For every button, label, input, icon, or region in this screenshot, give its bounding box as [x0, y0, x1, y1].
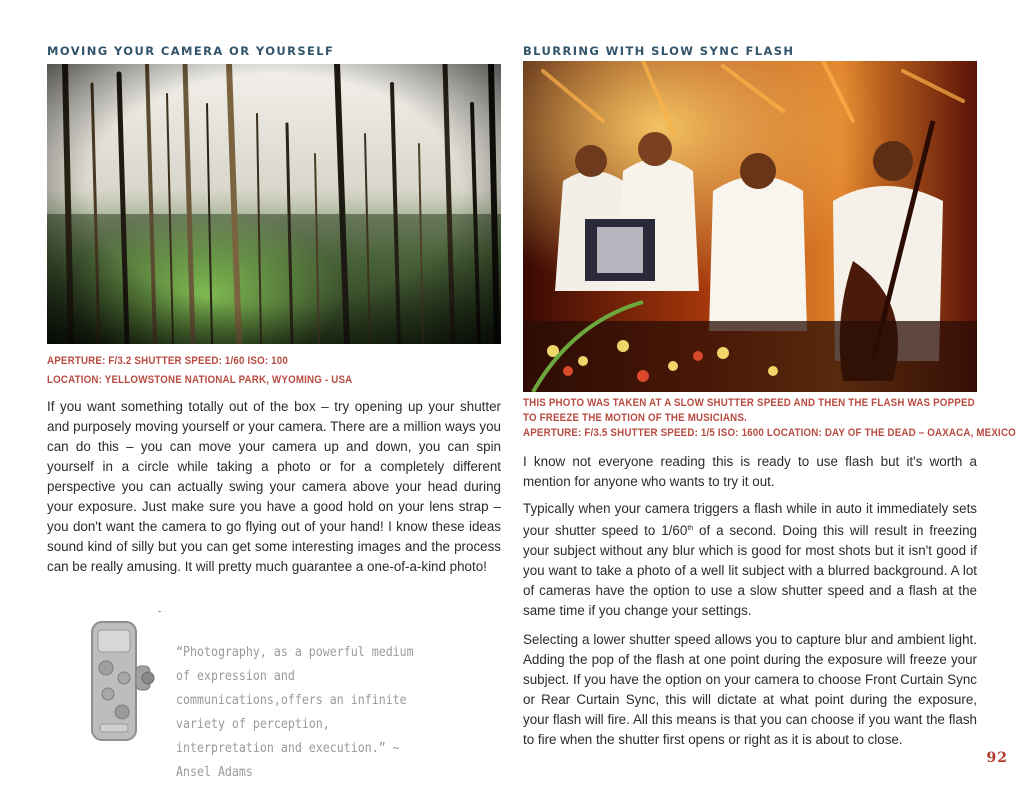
movie-camera-icon — [86, 616, 158, 744]
ordinal-suffix: th — [687, 525, 694, 532]
musicians-photo-icon — [523, 61, 977, 392]
left-section-heading: MOVING YOUR CAMERA OR YOURSELF — [47, 44, 335, 58]
forest-photo-icon — [47, 64, 501, 344]
page-number: 92 — [986, 750, 1008, 766]
left-body-paragraph: If you want something totally out of the box – try opening up your shutter and purposely moving yourself or your camera. There are a million ways you can do this – you can move your camera up and down, you can spin yourself in a circle while taking a photo or for a completely different perspective you can actually swing your camera above your head during your exposure. Just make sure you have a good hold on your lens strap – you don't want the camera to go flying out of your hand! I know these ideas sound kind of silly but you can get some interesting images and the process can be really amusing. It will pretty much guarantee a one-of-a-kind photo! — [47, 399, 501, 574]
ansel-adams-quote: “Photography, as a powerful medium of expression and communications,offers an infinite variety of perception, interpretation and execution.” ~ Ansel Adams — [176, 644, 414, 780]
right-paragraph-1: I know not everyone reading this is ready to use flash but it's worth a mention for anyone who wants to try it out. — [523, 454, 977, 489]
right-paragraph-2 — [523, 499, 977, 621]
musicians-photo — [523, 61, 977, 392]
divider-tick — [158, 611, 161, 612]
right-paragraph-2-end: of a second. Doing this will result in freezing your subject without any blur which is good for most shots but it isn't good if you want to take a photo of a well lit subject with a blurred background. A lot of cameras have the option to use a slow shutter speed and a flash at the same time if you change your settings. — [523, 523, 977, 618]
left-photo-caption-location: LOCATION: YELLOWSTONE NATIONAL PARK, WYOMING - USA — [47, 374, 353, 386]
right-paragraph-2-start: Typically when your camera triggers a flash while in auto it immediately sets your shutter speed to 1/60 — [523, 501, 977, 538]
right-photo-caption-line2: TO FREEZE THE MOTION OF THE MUSICIANS. — [523, 412, 747, 424]
forest-photo — [47, 64, 501, 344]
right-section-heading: BLURRING WITH SLOW SYNC FLASH — [523, 44, 795, 58]
camera-illustration — [86, 616, 158, 749]
left-photo-caption-settings: APERTURE: F/3.2 SHUTTER SPEED: 1/60 ISO: 100 — [47, 355, 288, 367]
right-photo-caption-line1: THIS PHOTO WAS TAKEN AT A SLOW SHUTTER SPEED AND THEN THE FLASH WAS POPPED — [523, 397, 975, 409]
right-photo-caption-settings: APERTURE: F/3.5 SHUTTER SPEED: 1/5 ISO: 1600 LOCATION: DAY OF THE DEAD – OAXACA, MEXICO — [523, 427, 1016, 439]
right-paragraph-3: Selecting a lower shutter speed allows you to capture blur and ambient light. Adding the pop of the flash at one point during the exposure will freeze your subject. If you have the option on your camera to choose Front Curtain Sync or Rear Curtain Sync, this will dictate at what point during the exposure, your flash will fire. All this means is that you can choose if you want the flash to fire when the shutter first opens or right as it is about to close. — [523, 632, 977, 747]
